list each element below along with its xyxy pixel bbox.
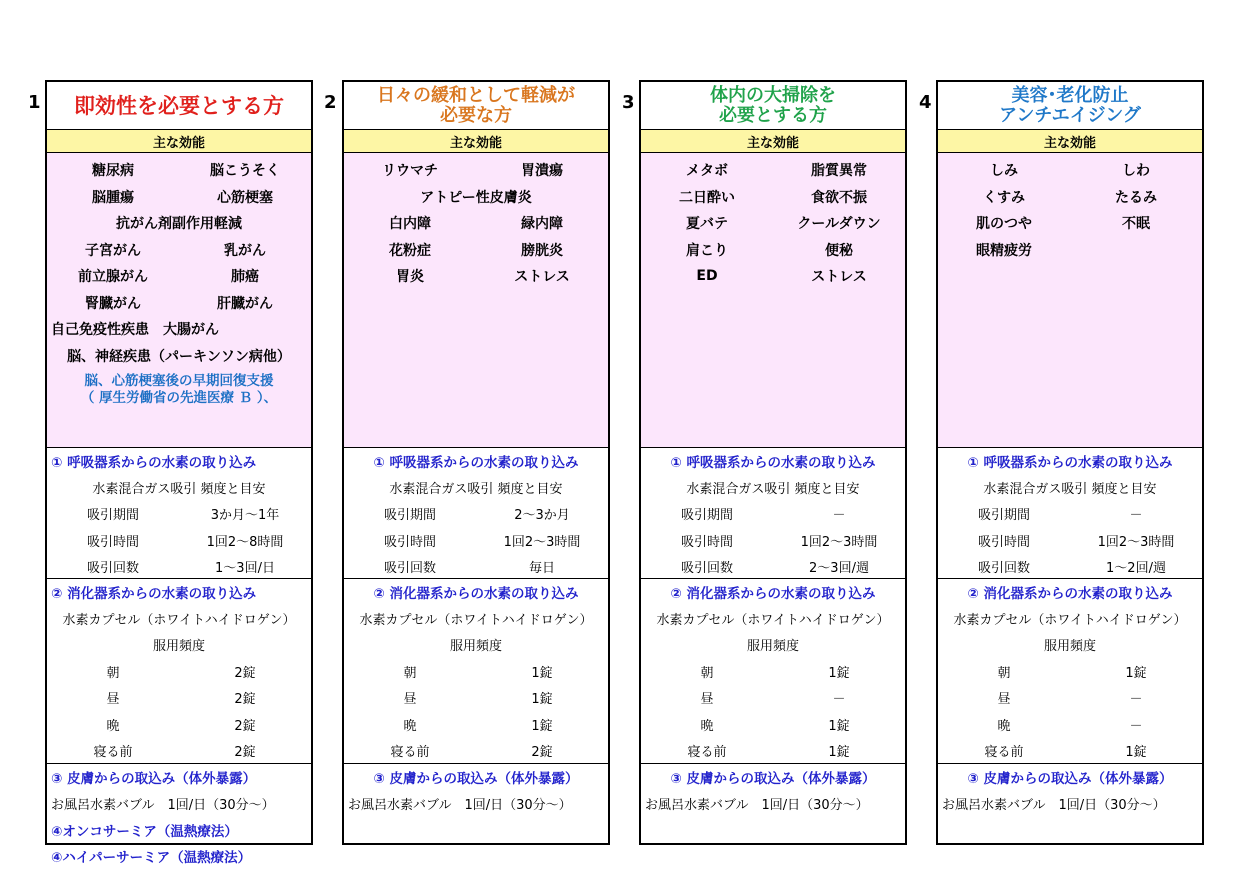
column-number: 2 <box>324 92 337 113</box>
row-label: 朝 <box>106 665 120 681</box>
row-value: 1～3回/日 <box>215 561 275 577</box>
digestive-heading: ② 消化器系からの水素の取り込み <box>670 586 876 602</box>
effect-item: 脳こうそく <box>210 163 280 180</box>
row-value: 1回2～8時間 <box>206 534 284 550</box>
effect-row <box>344 237 608 264</box>
respiratory-subtitle-text: 水素混合ガス吸引 頻度と目安 <box>983 481 1157 497</box>
effect-row <box>344 210 608 237</box>
skin-row-text: お風呂水素バブル 1回/日（30分～） <box>51 797 275 813</box>
skin-heading: ③ 皮膚からの取込み（体外暴露） <box>51 771 257 787</box>
digestive-subtitle <box>938 605 1202 632</box>
effect-row <box>938 210 1202 237</box>
effect-item: 花粉症 <box>389 242 431 259</box>
extra-therapy: ④ハイパーサーミア（温熱療法） <box>51 849 252 866</box>
effect-item: 脳腫瘍 <box>92 189 134 206</box>
effects-list <box>47 153 311 448</box>
row-value: 2錠 <box>234 665 256 681</box>
respiratory-heading: ① 呼吸器系からの水素の取り込み <box>373 455 579 471</box>
digestive-subtitle <box>641 605 905 632</box>
row-value: 1錠 <box>531 718 553 734</box>
column-panel-4 <box>936 80 1204 845</box>
respiratory-subtitle-text: 水素混合ガス吸引 頻度と目安 <box>686 481 860 497</box>
skin-row-text: お風呂水素バブル 1回/日（30分～） <box>645 797 869 813</box>
column-number: 3 <box>622 92 635 113</box>
row-value: 2錠 <box>234 692 256 708</box>
digestive-section <box>47 579 311 764</box>
row-value: 2錠 <box>234 718 256 734</box>
skin-row-text: お風呂水素バブル 1回/日（30分～） <box>942 797 1166 813</box>
digestive-subtitle <box>344 605 608 632</box>
row-value: 1錠 <box>1125 665 1147 681</box>
skin-row <box>641 790 905 817</box>
effects-list <box>344 153 608 448</box>
dosage-row <box>938 685 1202 712</box>
effect-item: 二日酔い <box>679 189 735 206</box>
respiratory-section <box>47 448 311 579</box>
dosage-frequency-text: 服用頻度 <box>152 639 205 655</box>
dosage-row <box>344 685 608 712</box>
respiratory-subtitle <box>47 474 311 501</box>
row-label: 吸引時間 <box>383 534 436 550</box>
row-value: － <box>832 508 846 524</box>
row-value: 1錠 <box>531 692 553 708</box>
effect-item: しみ <box>990 163 1018 180</box>
dosage-frequency-label <box>47 632 311 659</box>
effect-item: 胃潰瘍 <box>521 163 563 180</box>
effect-row <box>344 263 608 290</box>
effect-item: 夏バテ <box>686 216 728 233</box>
row-label: 晩 <box>700 718 714 734</box>
effect-item: 便秘 <box>825 242 853 259</box>
row-value: 1錠 <box>1125 745 1147 761</box>
column-title: 日々の緩和として軽減が 必要な方 <box>344 82 608 130</box>
respiratory-subtitle <box>344 474 608 501</box>
dosage-row <box>938 658 1202 685</box>
dosage-row <box>938 711 1202 738</box>
row-value: 2～3回/週 <box>809 561 869 577</box>
dosage-frequency-text: 服用頻度 <box>746 639 799 655</box>
effect-row <box>47 157 311 184</box>
effect-row <box>938 157 1202 184</box>
column-number: 1 <box>28 92 41 113</box>
digestive-heading: ② 消化器系からの水素の取り込み <box>373 586 579 602</box>
dosage-row <box>344 711 608 738</box>
column-panel-1 <box>45 80 313 866</box>
dosage-frequency-text: 服用頻度 <box>1043 639 1096 655</box>
row-label: 吸引期間 <box>383 508 436 524</box>
skin-section <box>47 764 311 864</box>
dosage-frequency-label <box>344 632 608 659</box>
effect-item: しわ <box>1122 163 1150 180</box>
effect-item: メタボ <box>686 163 728 180</box>
effect-row <box>344 157 608 184</box>
dosage-row <box>47 738 311 765</box>
effect-row <box>47 290 311 317</box>
skin-heading: ③ 皮膚からの取込み（体外暴露） <box>967 771 1173 787</box>
effect-item: 白内障 <box>389 216 431 233</box>
digestive-section <box>641 579 905 764</box>
respiratory-row <box>938 554 1202 581</box>
column-title: 体内の大掃除を 必要とする方 <box>641 82 905 130</box>
dosage-frequency-label <box>641 632 905 659</box>
effect-item: たるみ <box>1115 189 1157 206</box>
effect-item: 肺癌 <box>231 269 259 286</box>
effect-item: 前立腺がん <box>78 269 148 286</box>
row-label: 吸引期間 <box>680 508 733 524</box>
column-title: 即効性を必要とする方 <box>47 82 311 130</box>
row-label: 晩 <box>997 718 1011 734</box>
effect-row <box>47 210 311 237</box>
column-panel-3 <box>639 80 907 845</box>
column-panel-2 <box>342 80 610 845</box>
digestive-subtitle-text: 水素カプセル（ホワイトハイドロゲン） <box>953 612 1187 628</box>
skin-section <box>344 764 608 864</box>
column-number: 4 <box>919 92 932 113</box>
respiratory-row <box>938 501 1202 528</box>
skin-heading: ③ 皮膚からの取込み（体外暴露） <box>670 771 876 787</box>
row-label: 吸引回数 <box>383 561 436 577</box>
row-label: 晩 <box>403 718 417 734</box>
effects-list <box>938 153 1202 448</box>
effects-note: 脳、心筋梗塞後の早期回復支援 （ 厚生労働省の先進医療 Ｂ ）、 <box>80 373 278 406</box>
row-value: － <box>832 692 846 708</box>
effect-row <box>47 184 311 211</box>
effect-item: 食欲不振 <box>811 189 867 206</box>
digestive-heading: ② 消化器系からの水素の取り込み <box>51 586 257 602</box>
dosage-row <box>344 658 608 685</box>
row-value: 1回2～3時間 <box>1097 534 1175 550</box>
row-label: 昼 <box>106 692 120 708</box>
effect-item: 肩こり <box>686 242 728 259</box>
respiratory-section <box>641 448 905 579</box>
row-value: 1錠 <box>828 745 850 761</box>
row-value: － <box>1129 692 1143 708</box>
row-label: 寝る前 <box>687 745 727 761</box>
respiratory-row <box>641 554 905 581</box>
row-label: 吸引期間 <box>977 508 1030 524</box>
row-value: － <box>1129 508 1143 524</box>
respiratory-section <box>344 448 608 579</box>
row-label: 吸引期間 <box>86 508 139 524</box>
effect-row <box>47 237 311 264</box>
skin-row <box>938 790 1202 817</box>
row-value: － <box>1129 718 1143 734</box>
row-value: 3か月～1年 <box>210 508 280 524</box>
row-value: 毎日 <box>528 561 555 577</box>
dosage-row <box>641 711 905 738</box>
effect-row <box>641 184 905 211</box>
effect-row <box>641 263 905 290</box>
dosage-row <box>344 738 608 765</box>
respiratory-row <box>938 527 1202 554</box>
effect-item: 糖尿病 <box>92 163 134 180</box>
effect-item: 脂質異常 <box>811 163 867 180</box>
row-value: 2錠 <box>234 745 256 761</box>
dosage-frequency-text: 服用頻度 <box>449 639 502 655</box>
respiratory-row <box>641 527 905 554</box>
row-label: 昼 <box>997 692 1011 708</box>
effect-item: 肌のつや <box>976 216 1032 233</box>
row-label: 朝 <box>700 665 714 681</box>
row-value: 1錠 <box>828 665 850 681</box>
row-label: 吸引時間 <box>680 534 733 550</box>
row-label: 寝る前 <box>390 745 430 761</box>
digestive-section <box>344 579 608 764</box>
effect-row <box>47 263 311 290</box>
effect-row <box>938 237 1202 264</box>
digestive-subtitle-text: 水素カプセル（ホワイトハイドロゲン） <box>62 612 296 628</box>
respiratory-row <box>47 501 311 528</box>
digestive-subtitle <box>47 605 311 632</box>
row-label: 吸引時間 <box>977 534 1030 550</box>
row-label: 吸引回数 <box>977 561 1030 577</box>
respiratory-row <box>47 554 311 581</box>
respiratory-heading: ① 呼吸器系からの水素の取り込み <box>670 455 876 471</box>
row-label: 晩 <box>106 718 120 734</box>
effects-header: 主な効能 <box>344 130 608 153</box>
row-label: 吸引回数 <box>680 561 733 577</box>
respiratory-section <box>938 448 1202 579</box>
column-title: 美容･老化防止 アンチエイジング <box>938 82 1202 130</box>
digestive-heading: ② 消化器系からの水素の取り込み <box>967 586 1173 602</box>
row-label: 朝 <box>997 665 1011 681</box>
dosage-row <box>47 685 311 712</box>
row-value: 2～3か月 <box>514 508 570 524</box>
skin-section <box>938 764 1202 864</box>
effects-header: 主な効能 <box>47 130 311 153</box>
effect-item: 自己免疫性疾患 大腸がん <box>51 322 219 339</box>
effect-item: 腎臓がん <box>85 295 141 312</box>
effect-item: リウマチ <box>382 163 438 180</box>
row-label: 寝る前 <box>984 745 1024 761</box>
respiratory-row <box>47 527 311 554</box>
respiratory-subtitle <box>641 474 905 501</box>
digestive-subtitle-text: 水素カプセル（ホワイトハイドロゲン） <box>656 612 890 628</box>
dosage-row <box>47 711 311 738</box>
respiratory-subtitle <box>938 474 1202 501</box>
dosage-row <box>641 738 905 765</box>
effect-item: 肝臓がん <box>217 295 273 312</box>
respiratory-row <box>344 554 608 581</box>
effect-item: ストレス <box>514 269 570 286</box>
effect-row <box>641 237 905 264</box>
effect-item: アトピー性皮膚炎 <box>420 189 532 206</box>
respiratory-row <box>344 527 608 554</box>
effect-row <box>47 316 311 343</box>
effect-item: くすみ <box>983 189 1025 206</box>
dosage-row <box>641 685 905 712</box>
row-label: 昼 <box>700 692 714 708</box>
effect-row <box>641 210 905 237</box>
skin-row <box>344 790 608 817</box>
row-label: 昼 <box>403 692 417 708</box>
skin-heading: ③ 皮膚からの取込み（体外暴露） <box>373 771 579 787</box>
row-value: 1～2回/週 <box>1106 561 1166 577</box>
skin-row <box>47 790 311 817</box>
effect-item: クールダウン <box>797 216 881 233</box>
row-value: 2錠 <box>531 745 553 761</box>
digestive-subtitle-text: 水素カプセル（ホワイトハイドロゲン） <box>359 612 593 628</box>
digestive-section <box>938 579 1202 764</box>
respiratory-heading: ① 呼吸器系からの水素の取り込み <box>51 455 257 471</box>
effect-item: 乳がん <box>224 242 266 259</box>
row-label: 朝 <box>403 665 417 681</box>
row-label: 吸引時間 <box>86 534 139 550</box>
extra-therapy: ④オンコサーミア（温熱療法） <box>51 823 238 840</box>
effect-row <box>47 343 311 370</box>
row-value: 1錠 <box>531 665 553 681</box>
row-value: 1回2～3時間 <box>503 534 581 550</box>
effect-row <box>641 157 905 184</box>
respiratory-row <box>344 501 608 528</box>
respiratory-heading: ① 呼吸器系からの水素の取り込み <box>967 455 1173 471</box>
respiratory-row <box>641 501 905 528</box>
effect-item: 不眠 <box>1122 216 1150 233</box>
effects-list <box>641 153 905 448</box>
effect-item: 緑内障 <box>521 216 563 233</box>
effect-item: 脳、神経疾患（パーキンソン病他） <box>67 348 291 365</box>
effect-row <box>938 184 1202 211</box>
dosage-row <box>641 658 905 685</box>
effect-item: 抗がん剤副作用軽減 <box>116 216 242 233</box>
effect-item: 子宮がん <box>85 242 141 259</box>
effect-item: 膀胱炎 <box>521 242 563 259</box>
row-value: 1回2～3時間 <box>800 534 878 550</box>
row-label: 吸引回数 <box>86 561 139 577</box>
effect-item: 胃炎 <box>396 269 424 286</box>
skin-row-text: お風呂水素バブル 1回/日（30分～） <box>348 797 572 813</box>
effect-item: 心筋梗塞 <box>217 189 273 206</box>
skin-section <box>641 764 905 864</box>
dosage-row <box>47 658 311 685</box>
effect-item: ストレス <box>811 269 867 286</box>
effect-row <box>344 184 608 211</box>
effect-item: 眼精疲労 <box>976 242 1032 259</box>
row-label: 寝る前 <box>93 745 133 761</box>
effect-item: ED <box>696 268 718 285</box>
dosage-frequency-label <box>938 632 1202 659</box>
effects-header: 主な効能 <box>938 130 1202 153</box>
respiratory-subtitle-text: 水素混合ガス吸引 頻度と目安 <box>389 481 563 497</box>
effects-header: 主な効能 <box>641 130 905 153</box>
respiratory-subtitle-text: 水素混合ガス吸引 頻度と目安 <box>92 481 266 497</box>
row-value: 1錠 <box>828 718 850 734</box>
dosage-row <box>938 738 1202 765</box>
